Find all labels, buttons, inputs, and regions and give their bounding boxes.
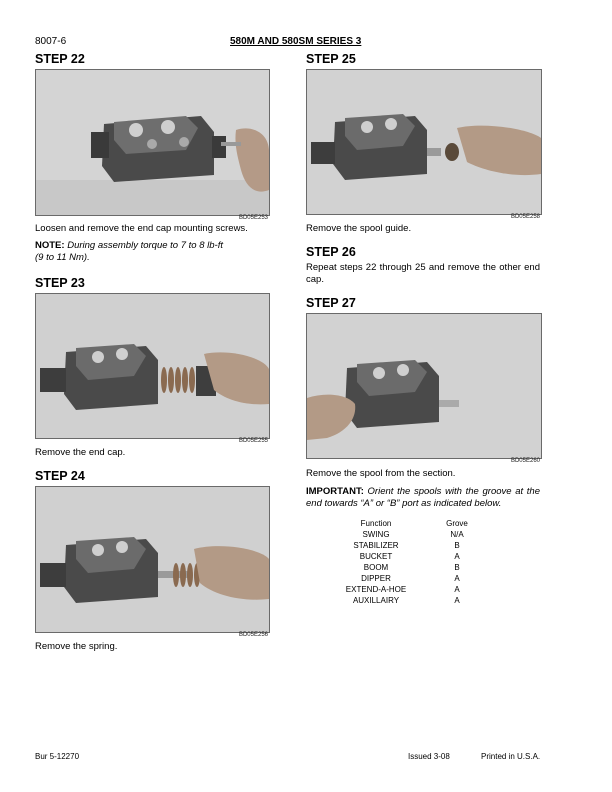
function-cell: SWING (362, 530, 390, 539)
step-24-photo (35, 486, 270, 633)
table-row (340, 540, 474, 551)
step-23-photo (35, 293, 270, 439)
table-row (340, 595, 474, 606)
important-text: Orient the spools with the groove at the end towards “A” or “B” port as indicated below. (306, 486, 541, 509)
step-27-figure-id: BD05E260 (510, 458, 540, 464)
step-26-heading: STEP 26 (306, 245, 356, 259)
step-22-photo (35, 69, 270, 216)
table-header: Function (360, 519, 392, 528)
function-cell: AUXILLAIRY (352, 596, 400, 605)
note-text: During assembly torque to 7 to 8 lb-ft (67, 240, 223, 251)
step-27-important (306, 486, 540, 510)
grove-cell: A (454, 574, 460, 583)
groove-orientation-table (340, 518, 474, 606)
step-22-note (35, 240, 275, 264)
grove-cell: B (454, 541, 460, 550)
step-25-heading: STEP 25 (306, 52, 356, 66)
note-text-metric: (9 to 11 Nm). (35, 252, 90, 263)
step-23-text: Remove the end cap. (35, 447, 126, 458)
step-24-figure-id: BD05E256 (238, 632, 268, 638)
function-cell: EXTEND-A-HOE (345, 585, 407, 594)
table-header-row (340, 518, 474, 529)
step-23-heading: STEP 23 (35, 276, 85, 290)
step-27-photo (306, 313, 542, 459)
note-label: NOTE: (35, 240, 65, 251)
grove-cell: A (454, 596, 460, 605)
step-22-figure-id: BD05E253 (238, 215, 268, 221)
step-23-figure-id: BD05E255 (238, 438, 268, 444)
grove-cell: B (454, 563, 460, 572)
table-row (340, 529, 474, 540)
step-25-figure-id: BD05E258 (510, 214, 540, 220)
footer-printed: Printed in U.S.A. (481, 752, 541, 761)
step-27-heading: STEP 27 (306, 296, 356, 310)
function-cell: BOOM (363, 563, 389, 572)
grove-cell: A (454, 585, 460, 594)
table-row (340, 584, 474, 595)
footer-bur-number: Bur 5-12270 (35, 752, 80, 761)
grove-cell: A (454, 552, 460, 561)
function-cell: DIPPER (361, 574, 391, 583)
step-22-heading: STEP 22 (35, 52, 85, 66)
function-cell: STABILIZER (353, 541, 399, 550)
step-27-text: Remove the spool from the section. (306, 468, 456, 479)
step-25-text: Remove the spool guide. (306, 223, 412, 234)
table-header: Grove (446, 519, 468, 528)
step-26-text: Repeat steps 22 through 25 and remove the other end cap. (306, 262, 540, 285)
footer-issued: Issued 3-08 (408, 752, 450, 761)
step-25-photo (306, 69, 542, 215)
important-label: IMPORTANT: (306, 486, 364, 497)
function-cell: BUCKET (359, 552, 393, 561)
document-title: 580M AND 580SM SERIES 3 (230, 36, 362, 47)
step-24-heading: STEP 24 (35, 469, 85, 483)
grove-cell: N/A (450, 530, 464, 539)
step-22-text: Loosen and remove the end cap mounting screws. (35, 223, 248, 234)
table-row (340, 562, 474, 573)
table-row (340, 573, 474, 584)
table-row (340, 551, 474, 562)
step-24-text: Remove the spring. (35, 641, 118, 652)
page-number: 8007-6 (35, 36, 67, 47)
